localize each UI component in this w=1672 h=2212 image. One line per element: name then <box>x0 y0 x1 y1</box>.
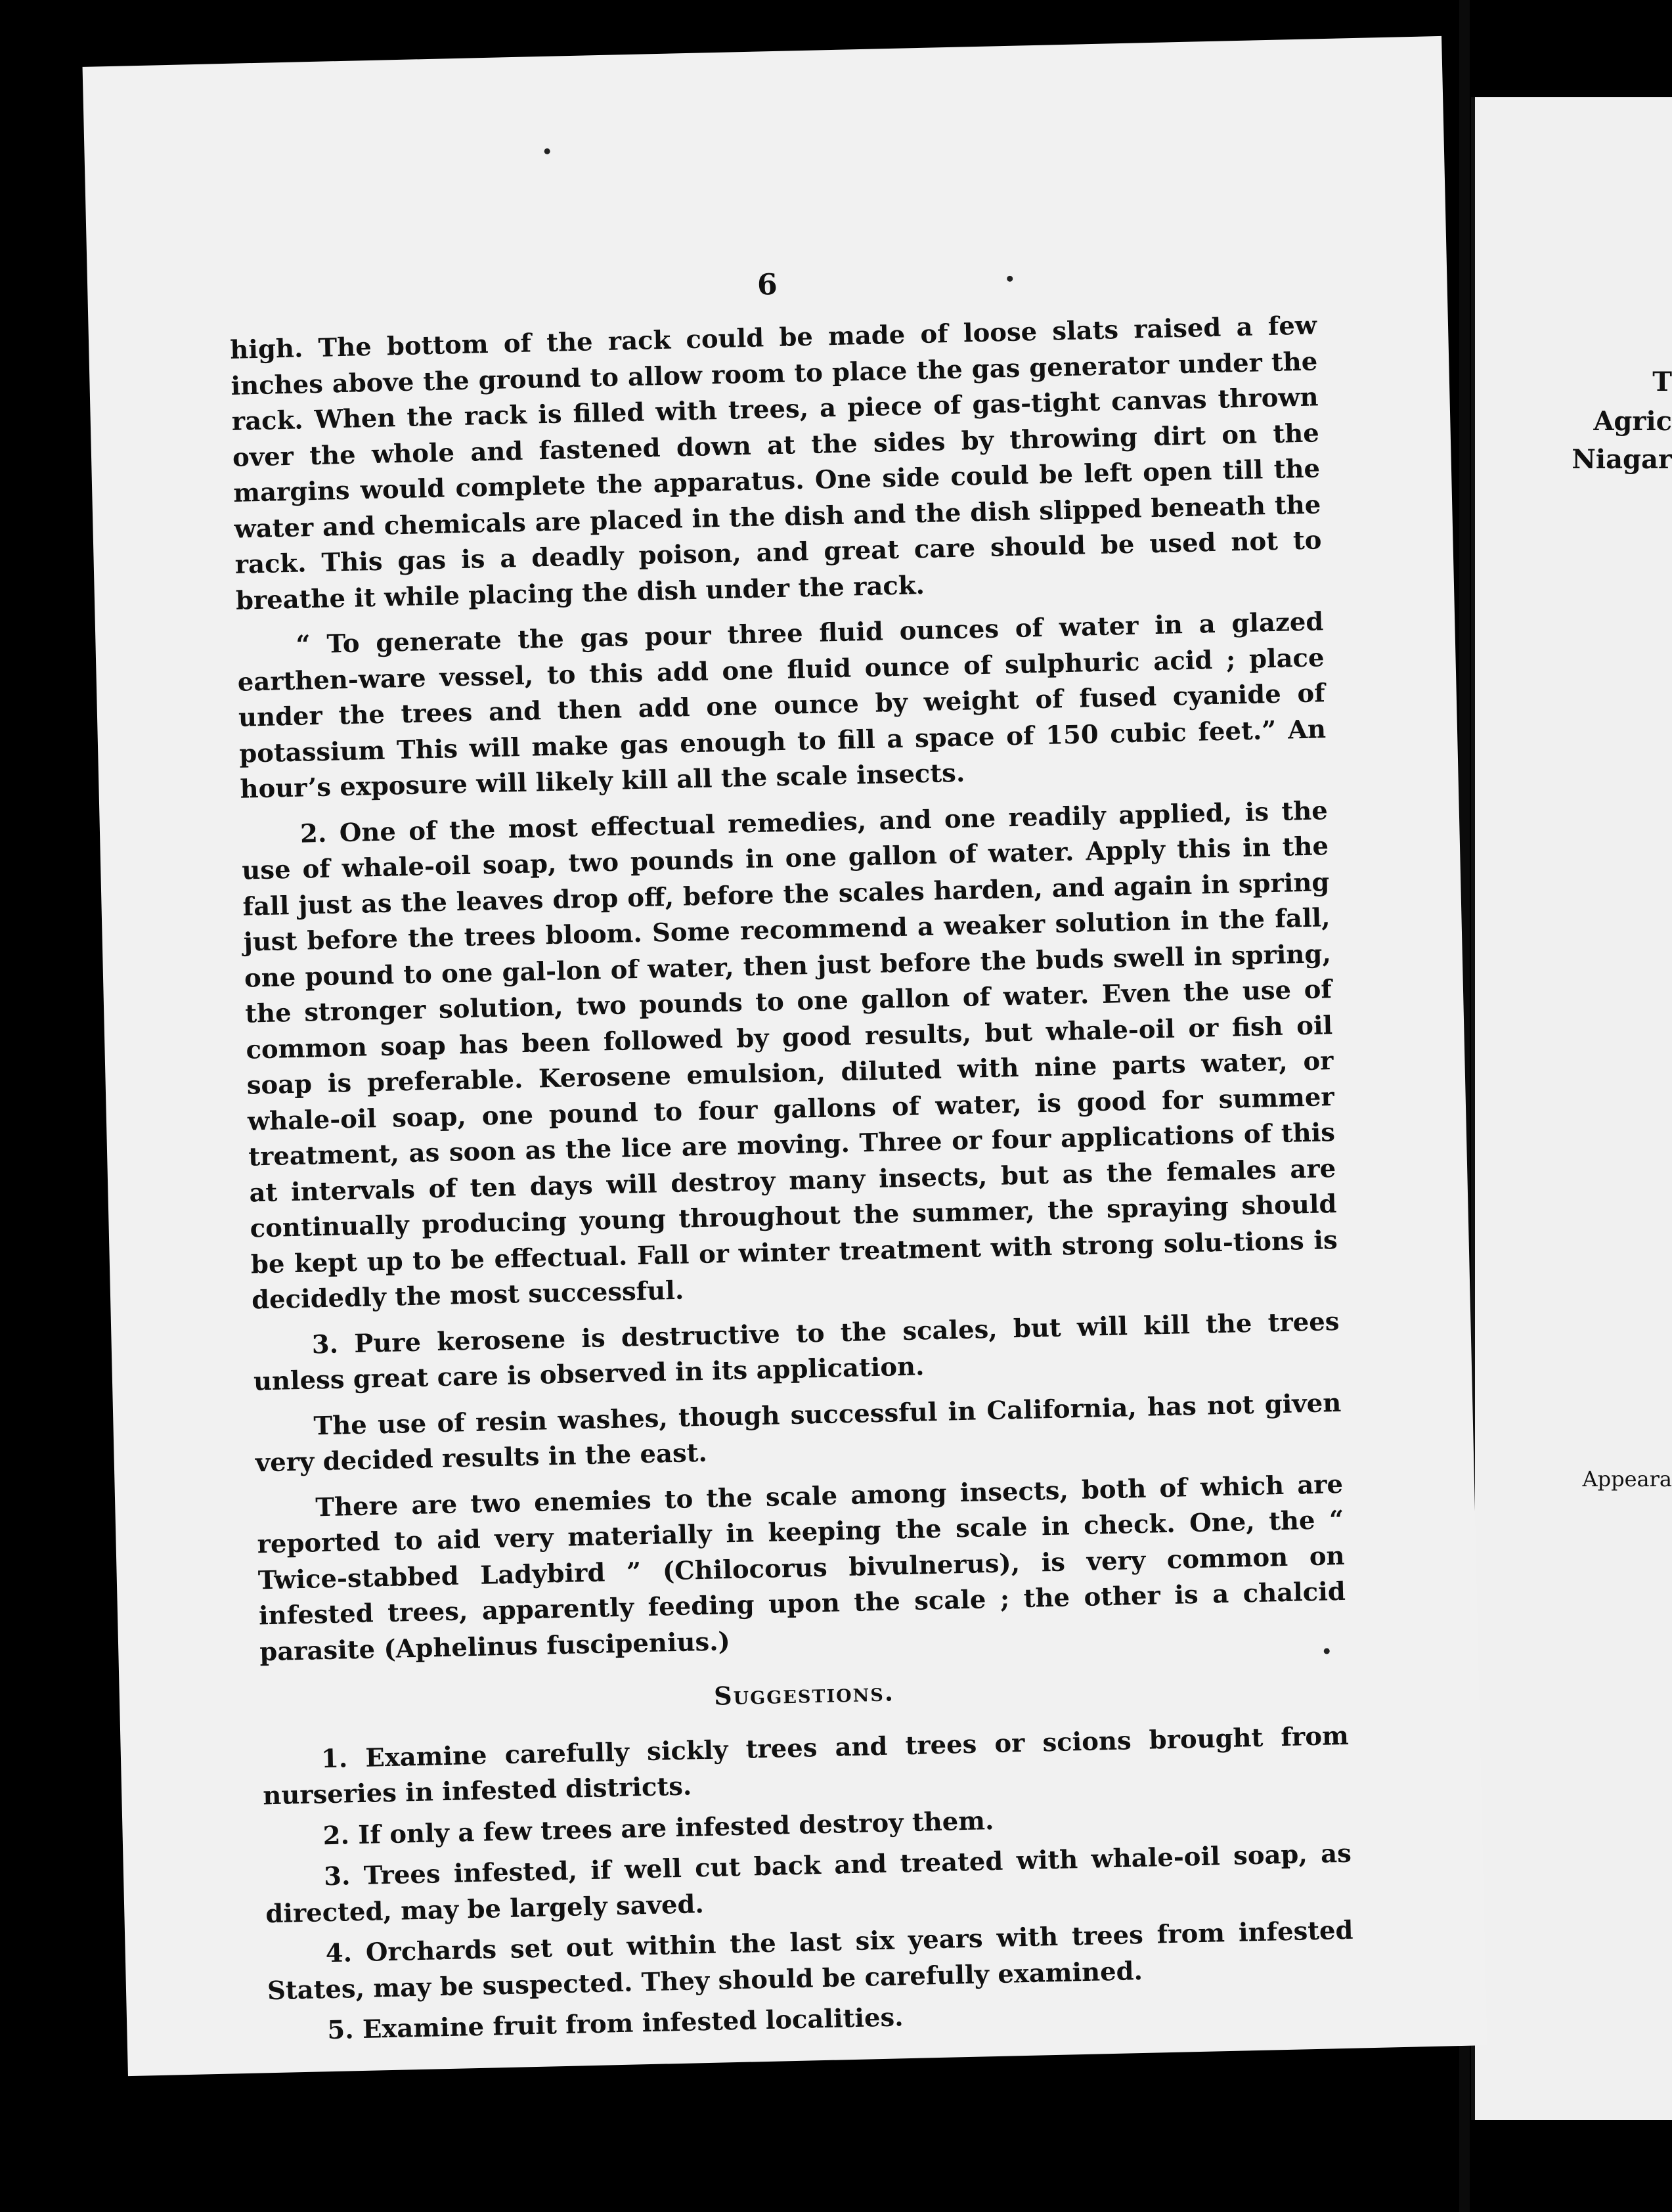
section-heading <box>261 1664 1348 1725</box>
suggestion-item: 3. Trees infested, if well cut back and treated with whale-oil soap, as directed, may be largely saved. <box>265 1838 1352 1929</box>
suggestion-item: 5. Examine fruit from infested localities. <box>326 2002 904 2046</box>
paragraph-2: “ To generate the gas pour three fluid ounces of water in a glazed earthen-ware vessel, to this add one fluid ounce of sulphuric acid ; place under the trees and then add one ounce by weight of fused cyanide of potassium This will make gas enough to fill a space of 150 cubic feet.” An hour’s exposure will likely kill all the scale insects. <box>237 607 1327 805</box>
print-speck <box>544 148 550 154</box>
paragraph-4: 3. Pure kerosene is destructive to the scales, but will kill the trees unless great care is observed in its application. <box>253 1306 1340 1397</box>
facing-page-fragment-3: Niagar <box>1572 444 1672 475</box>
page-number: 6 <box>757 267 778 302</box>
facing-page-fragment-1: T <box>1652 366 1672 397</box>
suggestion-item: 2. If only a few trees are infested destroy them. <box>322 1805 994 1851</box>
facing-page-fragment-2: Agric <box>1593 406 1672 437</box>
suggestion-item: 1. Examine carefully sickly trees and trees or scions brought from nurseries in infested districts. <box>262 1721 1350 1811</box>
paragraph-3: 2. One of the most effectual remedies, and one readily applied, is the use of whale-oil soap, two pounds in one gallon of water. Apply this in the fall just as the leaves drop off, before the scales harden, and again in spring just before the trees bloom. Some recommend a weaker solution in the fall, one pound to one gal-lon of water, then just before the buds swell in spring, the stronger solution, two pounds to one gallon of water. Even the use of common soap has been followed by good results, but whale-oil or fish oil soap is preferable. Kerosene emulsion, diluted with nine parts water, or whale-oil soap, one pound to four gallons of water, is good for summer treatment, as soon as the lice are moving. Three or four applications of this at intervals of ten days will destroy many insects, but as the females are continually producing young throughout the summer, the spraying should be kept up to be effectual. Fall or winter treatment with strong solu-tions is decidedly the most successful. <box>241 795 1338 1316</box>
paragraph-5: The use of resin washes, though successful in California, has not given very decided results in the east. <box>255 1388 1342 1478</box>
suggestion-item: 4. Orchards set out within the last six years with trees from infested States, may be suspected. They should be carefully examined. <box>267 1915 1353 2006</box>
page-body <box>230 308 1355 2055</box>
facing-page <box>1471 97 1672 2120</box>
document-page <box>83 36 1487 2076</box>
paragraph-1: high. The bottom of the rack could be made of loose slats raised a few inches above the ground to allow room to place the gas generator under the rack. When the rack is filled with trees, a piece of gas-tight canvas thrown over the whole and fastened down at the sides by throwing dirt on the margins would complete the apparatus. One side could be left open till the water and chemicals are placed in the dish and the dish slipped beneath the rack. This gas is a deadly poison, and great care should be used not to breathe it while placing the dish under the rack. <box>229 311 1322 616</box>
paragraph-6: There are two enemies to the scale among insects, both of which are reported to aid very materially in keeping the scale in check. One, the “ Twice-stabbed Ladybird ” (Chilocorus bivulnerus), is very common on infested trees, apparently feeding upon the scale ; the other is a chalcid parasite (Aphelinus fuscipenius.) <box>257 1469 1346 1667</box>
facing-page-fragment-4: Appeara <box>1582 1467 1672 1492</box>
suggestions-heading: Suggestions. <box>713 1677 895 1711</box>
